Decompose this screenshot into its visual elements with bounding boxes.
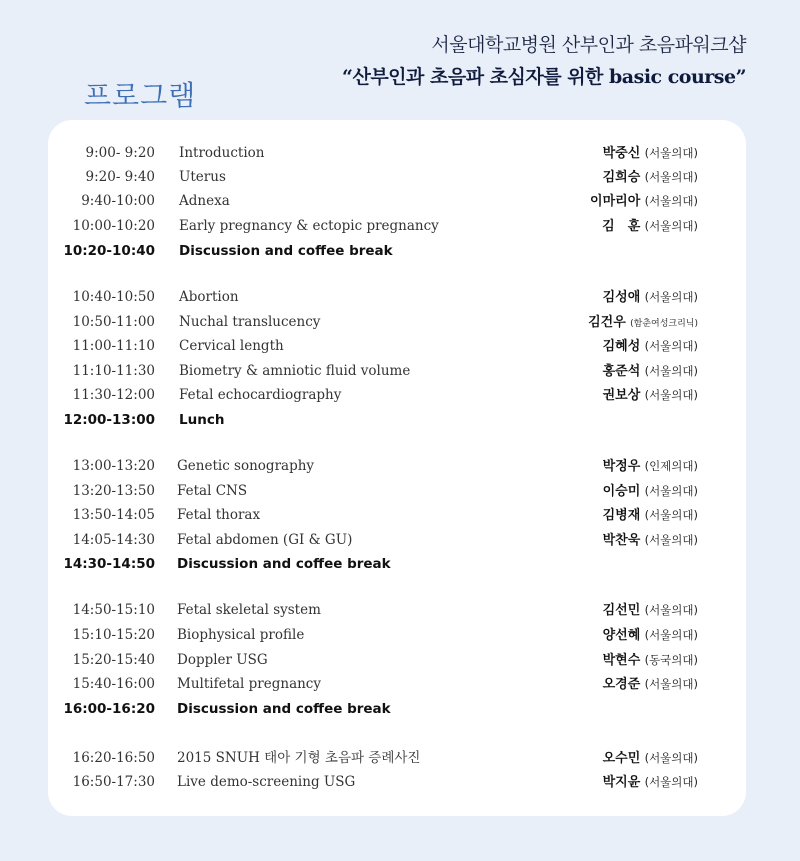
session-speaker xyxy=(603,166,698,189)
schedule-row xyxy=(48,624,746,646)
speaker-affiliation: (서울의대) xyxy=(644,533,698,547)
speaker-name: 양선혜 xyxy=(602,628,641,643)
speaker-affiliation: (인제의대) xyxy=(644,459,698,473)
session-speaker xyxy=(603,384,698,407)
session-speaker xyxy=(603,649,698,672)
session-time: 14:50-15:10 xyxy=(72,602,155,618)
header-course-title: “산부인과 초음파 초심자를 위한 basic course” xyxy=(342,66,746,88)
session-speaker xyxy=(588,311,698,335)
session-speaker xyxy=(603,747,698,770)
session-time: 13:50-14:05 xyxy=(72,507,155,523)
session-topic: Doppler USG xyxy=(177,652,268,668)
session-topic: Fetal skeletal system xyxy=(177,602,321,618)
session-speaker xyxy=(602,215,698,238)
speaker-name: 홍준석 xyxy=(602,364,641,379)
speaker-name: 이승미 xyxy=(602,484,641,499)
speaker-name: 김선민 xyxy=(602,603,641,618)
break-row xyxy=(48,409,746,431)
session-time: 15:20-15:40 xyxy=(72,652,155,668)
speaker-name: 박정우 xyxy=(602,459,641,474)
session-topic: Cervical length xyxy=(179,338,284,354)
schedule-row xyxy=(48,480,746,502)
schedule-row xyxy=(48,142,746,164)
speaker-name: 박현수 xyxy=(602,653,641,668)
session-topic: Adnexa xyxy=(179,193,230,209)
header-organization: 서울대학교병원 산부인과 초음파워크샵 xyxy=(431,34,746,56)
schedule-row xyxy=(48,649,746,671)
schedule-row xyxy=(48,529,746,551)
speaker-affiliation: (서울의대) xyxy=(644,484,698,498)
speaker-name: 김건우 xyxy=(588,315,626,330)
session-topic: Biometry & amniotic fluid volume xyxy=(179,363,411,379)
speaker-name: 이마리아 xyxy=(590,194,641,209)
speaker-affiliation: (서울의대) xyxy=(644,677,698,691)
speaker-affiliation: (서울의대) xyxy=(644,290,698,304)
speaker-name: 권보상 xyxy=(602,388,641,403)
schedule-row xyxy=(48,455,746,477)
speaker-affiliation: (서울의대) xyxy=(644,751,698,765)
speaker-name: 오경준 xyxy=(602,677,641,692)
session-topic: Biophysical profile xyxy=(177,627,305,643)
speaker-affiliation: (서울의대) xyxy=(644,775,698,789)
speaker-name: 김 훈 xyxy=(602,219,641,234)
session-time: 16:50-17:30 xyxy=(72,774,155,790)
session-time: 12:00-13:00 xyxy=(63,412,155,428)
schedule-row xyxy=(48,771,746,793)
session-speaker xyxy=(603,360,698,383)
speaker-affiliation: (서울의대) xyxy=(644,388,698,402)
schedule-row xyxy=(48,215,746,237)
speaker-affiliation: (서울의대) xyxy=(644,170,698,184)
session-time: 9:20- 9:40 xyxy=(85,169,155,185)
session-speaker xyxy=(603,624,698,647)
break-label: Lunch xyxy=(179,412,225,428)
session-time: 14:05-14:30 xyxy=(72,532,155,548)
speaker-affiliation: (함춘여성크리닉) xyxy=(630,319,698,329)
session-time: 9:00- 9:20 xyxy=(85,145,155,161)
session-topic: Introduction xyxy=(179,145,265,161)
session-time: 13:00-13:20 xyxy=(72,458,155,474)
speaker-affiliation: (서울의대) xyxy=(644,146,698,160)
speaker-affiliation: (서울의대) xyxy=(644,628,698,642)
session-topic: Fetal CNS xyxy=(177,483,248,499)
schedule-row xyxy=(48,747,746,769)
schedule-row xyxy=(48,166,746,188)
session-speaker xyxy=(603,142,698,165)
session-time: 13:20-13:50 xyxy=(72,483,155,499)
speaker-name: 김병재 xyxy=(602,508,641,523)
session-time: 10:50-11:00 xyxy=(72,314,155,330)
session-topic: Fetal abdomen (GI & GU) xyxy=(177,532,353,548)
schedule-row xyxy=(48,311,746,333)
session-topic: Genetic sonography xyxy=(177,458,315,474)
session-time: 10:20-10:40 xyxy=(63,243,155,259)
session-speaker xyxy=(603,504,698,527)
break-label: Discussion and coffee break xyxy=(177,701,391,717)
session-time: 11:10-11:30 xyxy=(72,363,155,379)
session-time: 10:00-10:20 xyxy=(72,218,155,234)
break-label: Discussion and coffee break xyxy=(179,243,393,259)
speaker-name: 김혜성 xyxy=(602,339,641,354)
session-time: 11:00-11:10 xyxy=(72,338,155,354)
page-title: 프로그램 xyxy=(84,79,197,112)
session-speaker xyxy=(603,771,698,794)
schedule-row xyxy=(48,190,746,212)
break-row xyxy=(48,240,746,262)
session-topic: Fetal echocardiography xyxy=(179,387,342,403)
speaker-name: 박중신 xyxy=(602,146,641,161)
session-speaker xyxy=(590,190,698,213)
speaker-name: 김희승 xyxy=(602,170,641,185)
session-topic: Fetal thorax xyxy=(177,507,261,523)
session-time: 16:00-16:20 xyxy=(63,701,155,717)
session-topic: Early pregnancy & ectopic pregnancy xyxy=(179,218,439,234)
speaker-affiliation: (동국의대) xyxy=(644,653,698,667)
session-topic: Live demo-screening USG xyxy=(177,774,356,790)
session-time: 9:40-10:00 xyxy=(81,193,155,209)
session-time: 10:40-10:50 xyxy=(72,289,155,305)
session-time: 11:30-12:00 xyxy=(72,387,155,403)
session-topic: 2015 SNUH 태아 기형 초음파 증례사진 xyxy=(177,750,421,766)
schedule-row xyxy=(48,286,746,308)
schedule-row xyxy=(48,504,746,526)
speaker-affiliation: (서울의대) xyxy=(644,364,698,378)
speaker-affiliation: (서울의대) xyxy=(644,219,698,233)
session-time: 15:40-16:00 xyxy=(72,676,155,692)
break-row xyxy=(48,553,746,575)
session-speaker xyxy=(603,286,698,309)
schedule-row xyxy=(48,673,746,695)
session-topic: Nuchal translucency xyxy=(179,314,321,330)
speaker-name: 오수민 xyxy=(602,751,641,766)
schedule-row xyxy=(48,360,746,382)
session-topic: Abortion xyxy=(179,289,239,305)
schedule-row xyxy=(48,599,746,621)
speaker-affiliation: (서울의대) xyxy=(644,339,698,353)
session-topic: Multifetal pregnancy xyxy=(177,676,321,692)
session-speaker xyxy=(603,480,698,503)
session-speaker xyxy=(603,599,698,622)
program-card xyxy=(48,120,746,816)
speaker-affiliation: (서울의대) xyxy=(644,603,698,617)
session-speaker xyxy=(603,673,698,696)
session-speaker xyxy=(603,455,698,478)
speaker-name: 박찬욱 xyxy=(602,533,641,548)
session-time: 14:30-14:50 xyxy=(63,556,155,572)
session-topic: Uterus xyxy=(179,169,226,185)
session-time: 15:10-15:20 xyxy=(72,627,155,643)
speaker-affiliation: (서울의대) xyxy=(644,194,698,208)
session-speaker xyxy=(603,335,698,358)
speaker-name: 김성애 xyxy=(602,290,641,305)
session-time: 16:20-16:50 xyxy=(72,750,155,766)
break-label: Discussion and coffee break xyxy=(177,556,391,572)
schedule-row xyxy=(48,384,746,406)
session-speaker xyxy=(603,529,698,552)
break-row xyxy=(48,698,746,720)
schedule-row xyxy=(48,335,746,357)
speaker-name: 박지윤 xyxy=(602,775,641,790)
speaker-affiliation: (서울의대) xyxy=(644,508,698,522)
